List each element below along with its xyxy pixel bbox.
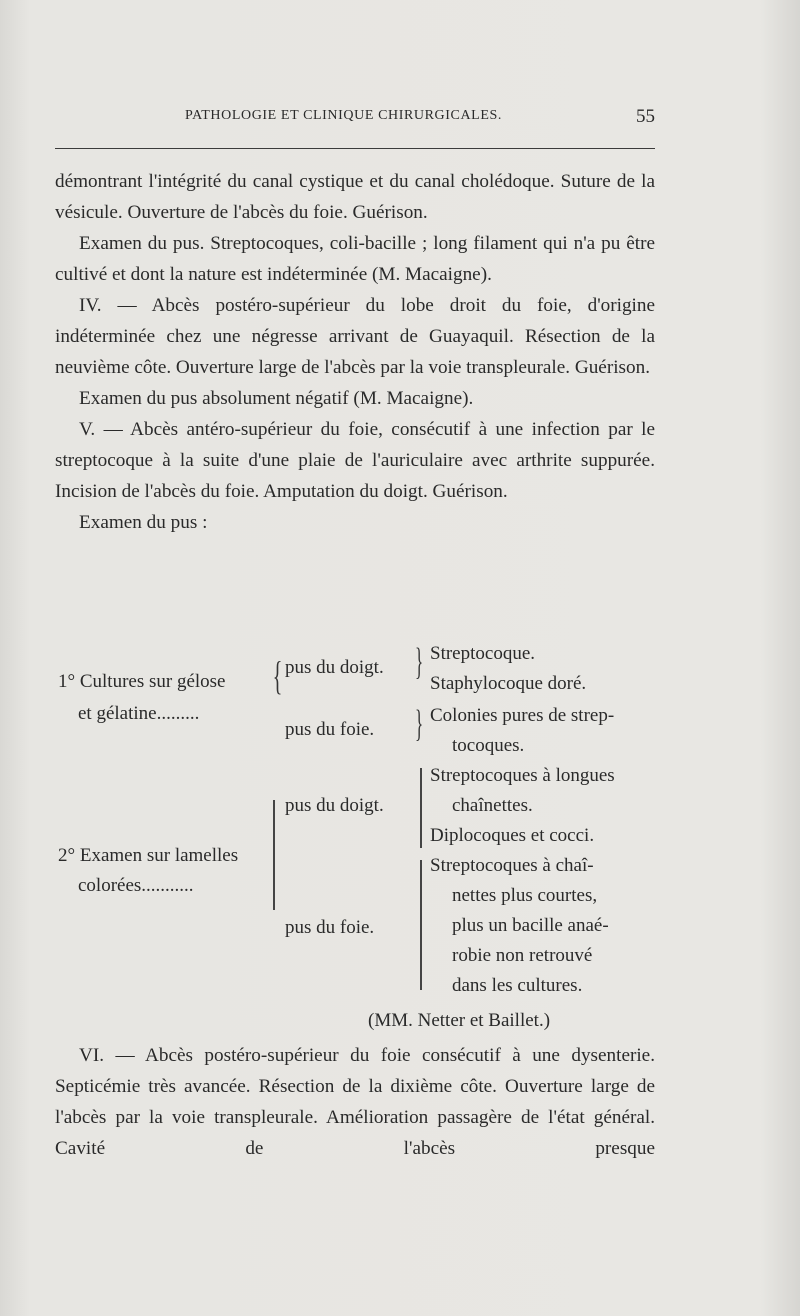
row1-sub1-result1: Streptocoque. <box>430 643 536 664</box>
credit-line: (MM. Netter et Baillet.) <box>368 1010 551 1031</box>
paragraph: Examen du pus absolument négatif (M. Macaigne). <box>79 388 474 409</box>
row1-label-line1: 1° Cultures sur gélose <box>58 671 226 692</box>
row2-brace-left <box>273 800 275 910</box>
paragraph: VI. — Abcès postéro-supérieur du foie consécutif à une dysenterie. Septicémie très avancée. Résection de la dixième côte. Ouverture large de l'abcès par la voie transpleurale. Amélioration passagère de l'état général. Cavité de l'abcès presque <box>55 1045 655 1159</box>
row2-sub1-result3: Diplocoques et cocci. <box>430 825 595 846</box>
row2-sub1-brace <box>420 768 422 848</box>
closing-text <box>55 1040 655 1164</box>
row2-sub1-result1: Streptocoques à longues <box>430 765 615 786</box>
row1-sub2-result2: tocoques. <box>452 735 525 756</box>
row2-sub2-result5: dans les cultures. <box>452 975 583 996</box>
paragraph: V. — Abcès antéro-supérieur du foie, consécutif à une infection par le streptocoque à la suite d'une plaie de l'auriculaire avec arthrite suppurée. Incision de l'abcès du foie. Amputation du doigt. Guérison. <box>55 419 655 502</box>
running-head-title: PATHOLOGIE ET CLINIQUE CHIRURGICALES. <box>185 108 502 123</box>
row2-label-line1: 2° Examen sur lamelles <box>58 845 239 866</box>
row2-sub2-brace <box>420 860 422 990</box>
row2-sub2-result4: robie non retrouvé <box>452 945 593 966</box>
row1-sub1-source: pus du doigt. <box>285 657 384 678</box>
row1-sub1-result2: Staphylocoque doré. <box>430 673 587 694</box>
row1-brace-left: { <box>272 653 283 698</box>
row2-sub2-result1: Streptocoques à chaî- <box>430 855 594 876</box>
row1-sub2-brace: } <box>415 703 424 745</box>
row2-sub2-result2: nettes plus courtes, <box>452 885 598 906</box>
row2-sub1-source: pus du doigt. <box>285 795 384 816</box>
header-rule <box>55 148 655 149</box>
paragraph: démontrant l'intégrité du canal cystique et du canal cholédoque. Suture de la vésicule. Ouverture de l'abcès du foie. Guérison. <box>55 171 655 223</box>
row1-sub1-brace: } <box>415 641 424 683</box>
row2-sub1-result2: chaînettes. <box>452 795 533 816</box>
paragraph: Examen du pus. Streptocoques, coli-bacille ; long filament qui n'a pu être cultivé et dont la nature est indéterminée (M. Macaigne). <box>55 233 655 285</box>
paragraph: Examen du pus : <box>79 512 208 533</box>
row1-label-line2: et gélatine......... <box>78 703 200 724</box>
running-head <box>55 108 655 132</box>
paragraph: IV. — Abcès postéro-supérieur du lobe droit du foie, d'origine indéterminée chez une négresse arrivant de Guayaquil. Résection de la neuvième côte. Ouverture large de l'abcès par la voie transpleurale. Guérison. <box>55 295 655 378</box>
row1-sub2-result1: Colonies pures de strep- <box>430 705 615 726</box>
row2-sub2-result3: plus un bacille anaé- <box>452 915 609 936</box>
row1-sub2-source: pus du foie. <box>285 719 375 740</box>
row2-sub2-source: pus du foie. <box>285 917 375 938</box>
body-text <box>55 166 655 538</box>
row2-label-line2: colorées........... <box>78 875 194 896</box>
page-number: 55 <box>636 106 655 127</box>
